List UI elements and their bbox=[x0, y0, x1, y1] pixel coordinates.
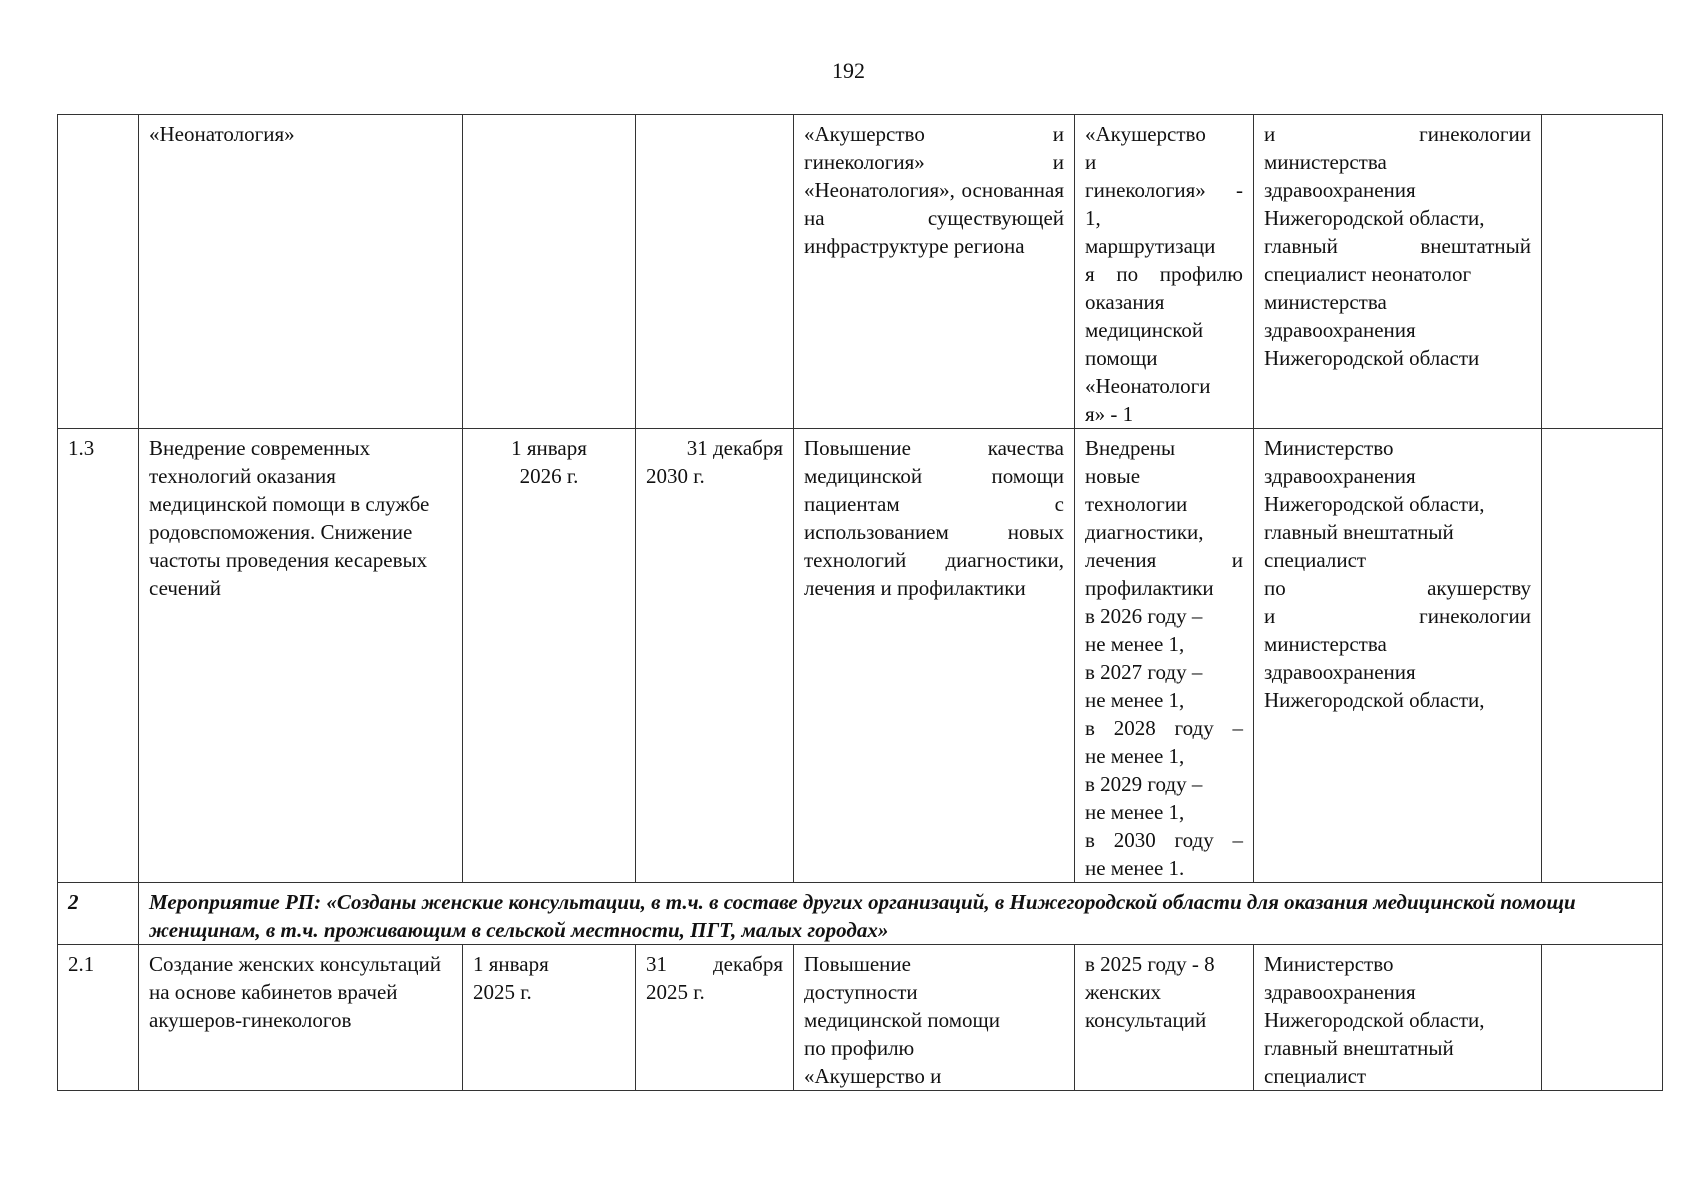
responsible-line: специалист bbox=[1264, 1064, 1367, 1088]
responsible-line: здравоохранения bbox=[1264, 980, 1416, 1004]
responsible-line: здравоохранения bbox=[1264, 660, 1416, 684]
end-line: 2030 г. bbox=[646, 464, 705, 488]
start-line: 2026 г. bbox=[519, 464, 579, 488]
indicator-line: 1, bbox=[1085, 206, 1101, 230]
table-row bbox=[58, 945, 1663, 1091]
indicator-line: женских bbox=[1085, 980, 1162, 1004]
cell-result bbox=[794, 945, 1075, 1091]
end-line: 2025 г. bbox=[646, 980, 705, 1004]
cell-num bbox=[58, 115, 139, 429]
cell-num: 1.3 bbox=[58, 429, 139, 883]
responsible-line: главный внештатный bbox=[1264, 1036, 1454, 1060]
cell-num: 2.1 bbox=[58, 945, 139, 1091]
indicator-line: я» - 1 bbox=[1085, 402, 1134, 426]
cell-note bbox=[1542, 945, 1663, 1091]
indicator-line: профилактики bbox=[1085, 576, 1214, 600]
responsible-line: министерства bbox=[1264, 632, 1387, 656]
cell-start bbox=[463, 115, 636, 429]
indicator-line: лечения и bbox=[1085, 548, 1243, 572]
section-num: 2 bbox=[58, 883, 139, 945]
cell-end bbox=[636, 429, 794, 883]
indicator-line: в 2030 году – bbox=[1085, 828, 1243, 852]
responsible-line: специалист неонатолог bbox=[1264, 262, 1472, 286]
cell-note bbox=[1542, 429, 1663, 883]
responsible-line: по акушерству bbox=[1264, 576, 1531, 600]
cell-note bbox=[1542, 115, 1663, 429]
result-line: Повышение bbox=[804, 952, 911, 976]
indicator-line: не менее 1, bbox=[1085, 744, 1185, 768]
responsible-line: Нижегородской области, bbox=[1264, 206, 1485, 230]
cell-responsible bbox=[1254, 115, 1542, 429]
cell-result: Повышение качества медицинской помощи пациентам с использованием новых технологий диагностики, лечения и профилактики bbox=[794, 429, 1075, 883]
indicator-line: и bbox=[1085, 150, 1097, 174]
cell-indicator bbox=[1075, 945, 1254, 1091]
table-row bbox=[58, 115, 1663, 429]
responsible-line: министерства bbox=[1264, 150, 1387, 174]
indicator-line: медицинской bbox=[1085, 318, 1204, 342]
cell-responsible bbox=[1254, 429, 1542, 883]
indicator-line: «Неонатологи bbox=[1085, 374, 1211, 398]
indicator-line: в 2025 году - 8 bbox=[1085, 952, 1215, 976]
cell-start bbox=[463, 945, 636, 1091]
indicator-line: в 2027 году – bbox=[1085, 660, 1203, 684]
indicator-line: не менее 1, bbox=[1085, 800, 1185, 824]
responsible-line: Нижегородской области, bbox=[1264, 688, 1485, 712]
cell-end bbox=[636, 115, 794, 429]
section-title: Мероприятие РП: «Созданы женские консультации, в т.ч. в составе других организаций, в Нижегородской области для оказания медицинской помощи женщинам, в т.ч. проживающим в сельской местности, ПГТ, малых городах» bbox=[139, 883, 1663, 945]
table-row bbox=[58, 429, 1663, 883]
indicator-line: не менее 1, bbox=[1085, 632, 1185, 656]
indicator-line: Внедрены bbox=[1085, 436, 1176, 460]
end-line: 31 декабря bbox=[646, 952, 783, 976]
responsible-line: Нижегородской области bbox=[1264, 346, 1480, 370]
cell-responsible bbox=[1254, 945, 1542, 1091]
indicator-line: в 2028 году – bbox=[1085, 716, 1243, 740]
responsible-line: здравоохранения bbox=[1264, 464, 1416, 488]
indicator-line: помощи bbox=[1085, 346, 1158, 370]
result-line: медицинской помощи bbox=[804, 1008, 1000, 1032]
result-line: «Акушерство и bbox=[804, 1064, 942, 1088]
responsible-line: министерства bbox=[1264, 290, 1387, 314]
responsible-line: Министерство bbox=[1264, 952, 1394, 976]
indicator-line: диагностики, bbox=[1085, 520, 1204, 544]
start-line: 1 января bbox=[473, 952, 549, 976]
responsible-line: Нижегородской области, bbox=[1264, 1008, 1485, 1032]
indicator-line: маршрутизаци bbox=[1085, 234, 1216, 258]
responsible-line: Министерство bbox=[1264, 436, 1394, 460]
plan-table bbox=[57, 114, 1663, 1091]
result-line: по профилю bbox=[804, 1036, 915, 1060]
responsible-line: здравоохранения bbox=[1264, 178, 1416, 202]
cell-indicator bbox=[1075, 429, 1254, 883]
indicator-line: оказания bbox=[1085, 290, 1165, 314]
cell-name: Внедрение современных технологий оказания медицинской помощи в службе родовспоможения. Снижение частоты проведения кесаревых сечений bbox=[139, 429, 463, 883]
indicator-line: в 2026 году – bbox=[1085, 604, 1203, 628]
responsible-line: Нижегородской области, bbox=[1264, 492, 1485, 516]
start-line: 1 января bbox=[511, 436, 587, 460]
responsible-line: главный внештатный bbox=[1264, 520, 1454, 544]
cell-name: Создание женских консультаций на основе кабинетов врачей акушеров-гинекологов bbox=[139, 945, 463, 1091]
responsible-line: и гинекологии bbox=[1264, 604, 1531, 628]
indicator-line: консультаций bbox=[1085, 1008, 1207, 1032]
section-row bbox=[58, 883, 1663, 945]
cell-indicator bbox=[1075, 115, 1254, 429]
responsible-line: и гинекологии bbox=[1264, 122, 1531, 146]
cell-name: «Неонатология» bbox=[139, 115, 463, 429]
responsible-line: специалист bbox=[1264, 548, 1367, 572]
indicator-line: новые bbox=[1085, 464, 1141, 488]
result-line: доступности bbox=[804, 980, 918, 1004]
cell-start bbox=[463, 429, 636, 883]
indicator-line: я по профилю bbox=[1085, 262, 1243, 286]
cell-end bbox=[636, 945, 794, 1091]
responsible-line: главный внештатный bbox=[1264, 234, 1531, 258]
indicator-line: не менее 1, bbox=[1085, 688, 1185, 712]
indicator-line: технологии bbox=[1085, 492, 1188, 516]
end-line: 31 декабря bbox=[686, 436, 783, 460]
cell-result: «Акушерство и гинекология» и «Неонатология», основанная на существующей инфраструктуре региона bbox=[794, 115, 1075, 429]
start-line: 2025 г. bbox=[473, 980, 532, 1004]
indicator-line: «Акушерство bbox=[1085, 122, 1206, 146]
indicator-line: в 2029 году – bbox=[1085, 772, 1203, 796]
responsible-line: здравоохранения bbox=[1264, 318, 1416, 342]
page-number: 192 bbox=[832, 58, 865, 83]
indicator-line: гинекология» - bbox=[1085, 178, 1243, 202]
indicator-line: не менее 1. bbox=[1085, 856, 1185, 880]
